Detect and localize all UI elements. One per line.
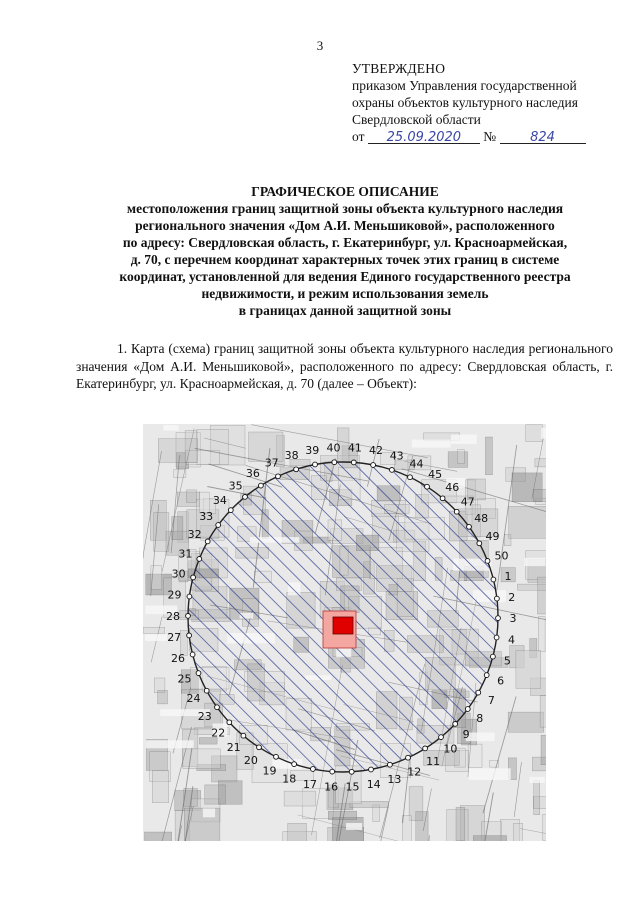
boundary-point-marker <box>440 496 445 501</box>
boundary-point-label: 24 <box>186 691 201 705</box>
object-footprint <box>333 617 353 634</box>
boundary-point-marker <box>292 762 297 767</box>
boundary-point-label: 36 <box>245 466 260 480</box>
boundary-point-label: 35 <box>228 479 243 493</box>
boundary-point-marker <box>204 688 209 693</box>
boundary-point-label: 39 <box>305 443 320 457</box>
boundary-point-marker <box>491 577 496 582</box>
boundary-point-label: 14 <box>366 778 381 792</box>
boundary-point-marker <box>390 468 395 473</box>
boundary-point-label: 21 <box>226 741 241 755</box>
approval-line-1: приказом Управления государственной <box>352 78 577 93</box>
boundary-point-label: 29 <box>167 588 182 602</box>
boundary-point-marker <box>186 614 191 619</box>
boundary-point-label: 2 <box>508 590 516 604</box>
boundary-point-marker <box>276 474 281 479</box>
boundary-point-label: 5 <box>503 654 511 668</box>
approval-block <box>352 60 637 146</box>
document-title <box>70 183 620 319</box>
title-line-4: по адресу: Свердловская область, г. Екатеринбург, ул. Красноармейская, <box>122 235 568 250</box>
boundary-point-marker <box>257 745 262 750</box>
boundary-point-label: 31 <box>178 547 193 561</box>
boundary-point-label: 7 <box>487 693 495 707</box>
page-number: 3 <box>316 38 324 53</box>
boundary-point-label: 28 <box>166 609 180 623</box>
boundary-point-marker <box>259 483 264 488</box>
boundary-point-marker <box>349 769 354 774</box>
approval-heading: УТВЕРЖДЕНО <box>352 61 446 76</box>
handwritten-date: 25.09.2020 <box>386 130 462 145</box>
boundary-point-label: 23 <box>197 710 212 723</box>
map-svg <box>143 424 546 841</box>
boundary-point-marker <box>191 575 196 580</box>
title-line-2: местоположения границ защитной зоны объекта культурного наследия <box>126 201 564 216</box>
boundary-point-marker <box>205 539 210 544</box>
boundary-point-marker <box>227 720 232 725</box>
boundary-point-label: 15 <box>345 780 360 794</box>
boundary-point-marker <box>439 735 444 740</box>
boundary-point-marker <box>294 467 299 472</box>
title-line-6: координат, установленной для ведения Единого государственного реестра <box>119 269 571 284</box>
boundary-point-label: 30 <box>171 567 186 581</box>
boundary-point-label: 43 <box>389 449 404 463</box>
boundary-point-marker <box>388 762 393 767</box>
boundary-point-marker <box>485 559 490 564</box>
boundary-point-label: 42 <box>369 444 383 458</box>
from-label: от <box>352 129 365 144</box>
boundary-point-marker <box>476 690 481 695</box>
boundary-point-label: 27 <box>167 631 182 645</box>
boundary-point-label: 17 <box>303 777 317 791</box>
title-line-7: недвижимости, и режим использования земель <box>201 286 489 301</box>
title-line-5: д. 70, с перечнем координат характерных точек этих границ в системе <box>130 252 560 267</box>
boundary-point-marker <box>477 541 482 546</box>
boundary-point-label: 4 <box>508 633 515 647</box>
approval-date-number-row <box>352 128 637 146</box>
boundary-point-label: 41 <box>347 441 362 455</box>
boundary-point-label: 32 <box>187 528 202 542</box>
boundary-point-label: 46 <box>445 480 460 494</box>
boundary-point-label: 19 <box>262 764 277 778</box>
boundary-point-marker <box>454 509 459 514</box>
boundary-point-marker <box>196 671 201 676</box>
boundary-point-label: 50 <box>494 549 509 563</box>
boundary-point-marker <box>484 673 489 678</box>
approval-line-2: охраны объектов культурного наследия <box>352 95 578 110</box>
approval-line-3: Свердловской области <box>352 112 481 127</box>
boundary-point-label: 34 <box>212 493 227 507</box>
boundary-point-marker <box>330 769 335 774</box>
boundary-point-marker <box>351 460 356 465</box>
boundary-point-label: 38 <box>284 449 299 462</box>
boundary-point-label: 45 <box>428 468 443 482</box>
boundary-point-label: 49 <box>485 530 500 544</box>
boundary-point-label: 13 <box>387 773 402 786</box>
boundary-point-label: 33 <box>199 510 214 524</box>
boundary-point-marker <box>216 523 221 528</box>
boundary-point-marker <box>408 475 413 480</box>
boundary-point-marker <box>215 705 220 710</box>
boundary-point-label: 10 <box>443 742 458 756</box>
boundary-point-marker <box>423 746 428 751</box>
boundary-point-label: 11 <box>426 755 441 769</box>
boundary-point-label: 20 <box>243 753 258 767</box>
boundary-point-label: 37 <box>264 456 279 470</box>
boundary-point-label: 48 <box>474 512 489 525</box>
boundary-point-label: 3 <box>509 612 517 626</box>
boundary-point-label: 6 <box>497 674 505 688</box>
title-line-1: ГРАФИЧЕСКОЕ ОПИСАНИЕ <box>251 184 439 199</box>
boundary-point-label: 40 <box>326 441 341 455</box>
handwritten-number: 824 <box>530 130 555 145</box>
boundary-point-marker <box>187 633 192 638</box>
title-line-8: в границах данной защитной зоны <box>238 303 452 318</box>
boundary-point-marker <box>495 596 500 601</box>
boundary-point-marker <box>494 635 499 640</box>
boundary-point-marker <box>274 754 279 759</box>
paragraph-1 <box>76 340 613 393</box>
boundary-point-marker <box>187 594 192 599</box>
boundary-point-marker <box>311 767 316 772</box>
boundary-point-marker <box>371 463 376 468</box>
boundary-point-label: 1 <box>504 569 512 583</box>
boundary-point-marker <box>332 460 337 465</box>
boundary-point-label: 16 <box>324 780 339 794</box>
boundary-point-label: 47 <box>460 495 475 509</box>
number-label: № <box>483 129 497 144</box>
boundary-point-label: 22 <box>211 726 226 740</box>
boundary-point-label: 18 <box>282 772 297 786</box>
boundary-point-marker <box>241 733 246 738</box>
boundary-point-marker <box>243 495 248 500</box>
boundary-point-label: 8 <box>476 711 484 725</box>
boundary-point-marker <box>465 707 470 712</box>
boundary-point-marker <box>491 654 496 659</box>
boundary-point-marker <box>190 652 195 657</box>
paragraph-1-text: 1. Карта (схема) границ защитной зоны объекта культурного наследия регионального значения «Дом А.И. Меньшиковой», расположенного по адресу: Свердловская область, г. Екатеринбург, ул. Красноармейская, д. 70 (далее – Объект): <box>76 341 613 391</box>
boundary-point-marker <box>313 462 318 467</box>
boundary-point-label: 26 <box>171 652 185 666</box>
boundary-point-marker <box>406 755 411 760</box>
boundary-point-marker <box>496 616 501 621</box>
boundary-point-marker <box>425 484 430 489</box>
boundary-point-marker <box>369 767 374 772</box>
boundary-point-label: 44 <box>409 457 424 471</box>
protection-zone-map <box>143 424 546 841</box>
title-line-3: регионального значения «Дом А.И. Меньшиковой», расположенного <box>135 218 555 233</box>
protection-zone <box>188 462 498 772</box>
boundary-point-marker <box>467 524 472 529</box>
boundary-point-marker <box>197 557 202 562</box>
boundary-point-label: 9 <box>462 728 470 742</box>
boundary-point-marker <box>453 722 458 727</box>
boundary-point-label: 12 <box>407 765 422 779</box>
boundary-point-marker <box>228 508 233 513</box>
boundary-point-label: 25 <box>177 672 192 686</box>
